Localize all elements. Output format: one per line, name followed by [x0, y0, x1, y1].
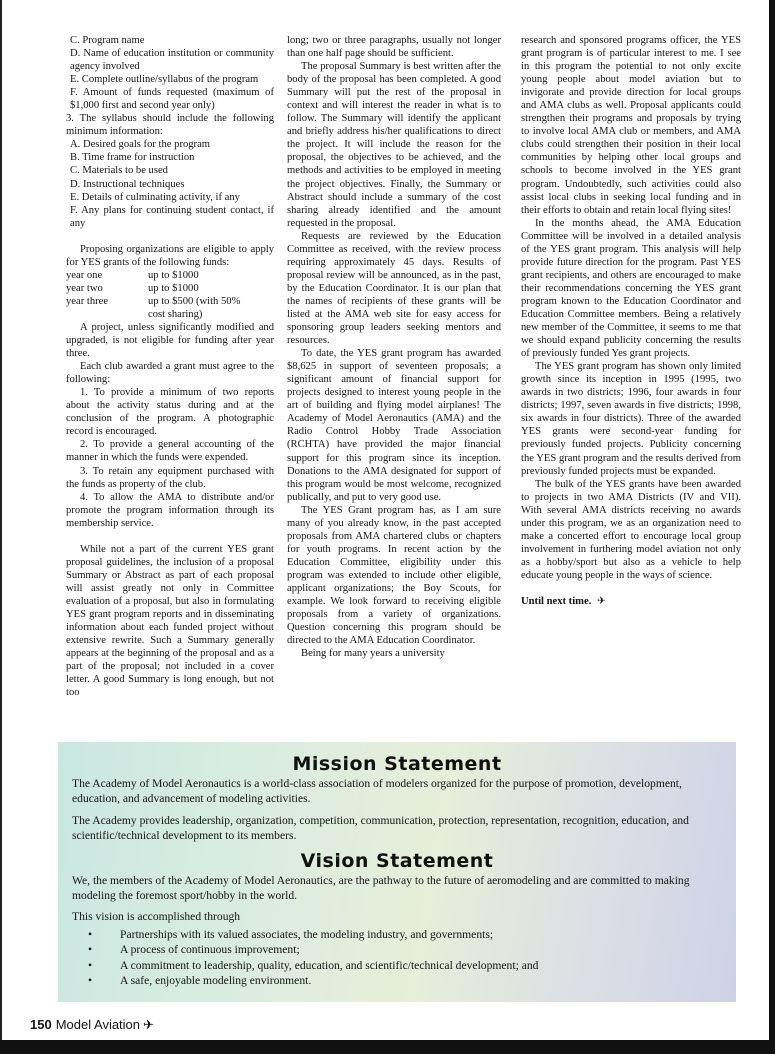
funding-note: cost sharing) — [148, 308, 203, 320]
list-item: 2. To provide a general accounting of the manner in which the funds were expended. — [66, 439, 274, 464]
article-column-1 — [66, 34, 274, 699]
list-item: • Partnerships with its valued associates, the modeling industry, and governments; — [58, 927, 736, 942]
paragraph: The YES grant program has shown only limited growth since its inception in 1995 (1995, two awards in two districts; 1996, four awards in four districts; 1997, seven awards in five districts; 1998, six awards in four districts). Three of the awarded YES grants were second-year funding for previously funded projects. Publicity concerning the YES grant program and the results derived from previously funded projects must be expanded. — [521, 361, 741, 477]
vision-bullet-list — [58, 927, 736, 989]
paragraph: research and sponsored programs officer, the YES grant program is of particular interest to me. I see in this program the potential to not only excite young people about model aviation but to invigorate and provide direction for local groups and AMA clubs as well. Proposal applicants could strengthen their programs and proposals by trying to involve local AMA club or members, and AMA clubs could strengthen their position in their local communities by helping other local groups and schools to become involved in the YES grant program. Undoubtedly, such activities could also assist local clubs in seeking local funding and in their efforts to obtain and retain local flying sites! — [521, 35, 741, 216]
page-footer — [30, 1017, 154, 1033]
list-item: F. Amount of funds requested (maximum of $1,000 first and second year only) — [70, 87, 274, 112]
list-item: F. Any plans for continuing student contact, if any — [70, 204, 274, 229]
paragraph: While not a part of the current YES grant proposal guidelines, the inclusion of a proposal Summary or Abstract as part of each proposal will assist greatly not only in Committee evaluation of a proposal, but also in formulating YES grant program reports and in disseminating information about each funded project without extensive rewrite. Such a Summary generally appears at the beginning of the proposal and as a part of the proposal; not included in a cover letter. A good Summary is long enough, but not too — [66, 543, 274, 699]
page-edge-left — [0, 0, 2, 1054]
page-edge-right — [769, 0, 775, 1054]
publication-name: Model Aviation — [55, 1017, 141, 1032]
mission-paragraph: The Academy of Model Aeronautics is a world-class association of modelers organized for the purpose of promotion, development, education, and advancement of modeling activities. — [72, 777, 682, 806]
airplane-icon: ✈ — [143, 1017, 154, 1032]
page-edge-bottom — [0, 1040, 775, 1054]
list-item: C. Materials to be used — [70, 165, 168, 177]
mission-paragraph: The Academy provides leadership, organization, competition, communication, protection, representation, recognition, education, and scientific/technical development to its members. — [72, 813, 689, 843]
list-item: 4. To allow the AMA to distribute and/or promote the program information through its membership service. — [66, 491, 274, 529]
vision-title: Vision Statement — [300, 849, 494, 872]
page-number: 150 — [30, 1017, 52, 1032]
list-item: D. Instructional techniques — [70, 178, 185, 190]
signoff-text: Until next time. — [521, 595, 592, 607]
list-item: D. Name of education institution or community agency involved — [70, 48, 274, 73]
funding-amount: up to $500 (with 50% — [148, 295, 241, 307]
paragraph: A project, unless significantly modified and upgraded, is not eligible for funding after year three. — [66, 321, 274, 360]
mission-vision-box — [58, 742, 736, 1002]
funding-amount: up to $1000 — [148, 282, 199, 294]
list-item: 3. To retain any equipment purchased with the funds as property of the club. — [66, 465, 274, 490]
paragraph: In the months ahead, the AMA Education Committee will be involved in a detailed analysis of the YES grant program. This analysis will help provide future direction for the program. Past YES grant recipients, and others are encouraged to make their recommendations concerning the YES grant program known to the Education Coordinator and Education Committee members. Being a relatively new member of the Committee, it seems to me that we should expand publicity concerning the results of previously funded Yes grant projects. — [521, 217, 741, 360]
mission-title: Mission Statement — [292, 753, 502, 775]
list-item: 1. To provide a minimum of two reports about the activity status during and at the conclusion of the program. A photographic record is encouraged. — [66, 387, 274, 438]
syllabus-heading: 3. The syllabus should include the following minimum information: — [66, 113, 274, 138]
funding-year: year one — [66, 269, 103, 281]
list-item: • A process of continuous improvement; — [58, 942, 736, 957]
list-item: C. Program name — [70, 35, 145, 46]
vision-paragraph: We, the members of the Academy of Model Aeronautics, are the pathway to the future of aeromodeling and are committed to making modeling the foremost sport/hobby in the world. — [72, 873, 690, 903]
list-item: A. Desired goals for the program — [70, 139, 211, 151]
funding-table — [66, 269, 274, 321]
paragraph: long; two or three paragraphs, usually not longer than one half page should be sufficient. — [287, 35, 501, 60]
eligibility-paragraph: Proposing organizations are eligible to apply for YES grants of the following funds: — [66, 243, 274, 268]
article-column-2 — [287, 34, 501, 660]
signoff — [521, 595, 741, 608]
list-item: • A safe, enjoyable modeling environment. — [58, 973, 736, 988]
paragraph: The YES Grant program has, as I am sure many of you already know, in the past accepted proposals from AMA chartered clubs or chapters for youth programs. In recent action by the Education Committee, eligibility under this program was extended to include other eligible, applicant organizations; the Boy Scouts, for example. We look forward to receiving eligible proposals from a variety of organizations. Question concerning this program should be directed to the AMA Education Coordinator. — [287, 504, 501, 647]
list-item: E. Complete outline/syllabus of the program — [70, 74, 259, 86]
list-item: • A commitment to leadership, quality, education, and scientific/technical development; and — [58, 958, 736, 973]
funding-amount: up to $1000 — [148, 269, 199, 281]
paragraph: The bulk of the YES grants have been awarded to projects in two AMA Districts (IV and VII). With several AMA districts receiving no awards under this program, we as an organization need to make a concerted effort to encourage local group involvement in furthering model aviation not only as a hobby/sport but also as a vehicle to help educate young people in the ways of science. — [521, 478, 741, 581]
funding-year: year three — [66, 295, 109, 307]
list-item: E. Details of culminating activity, if any — [70, 191, 240, 203]
airplane-icon: ✈ — [596, 595, 606, 607]
list-item: B. Time frame for instruction — [70, 152, 195, 164]
paragraph: The proposal Summary is best written after the body of the proposal has been completed. A good Summary will put the rest of the proposal in context and will interest the reader in what is to follow. The Summary will identify the applicant and briefly address his/her qualifications to direct the project. It will include the reason for the proposal, the objectives to be achieved, and the methods and activities to be employed in meeting the project objectives. Finally, the Summary or Abstract should include a summary of the cost sharing already identified and the amount requested in the proposal. — [287, 61, 501, 229]
paragraph: Being for many years a university — [301, 648, 445, 660]
vision-paragraph: This vision is accomplished through — [72, 910, 241, 924]
article-column-3 — [521, 34, 741, 608]
paragraph: Each club awarded a grant must agree to the following: — [66, 361, 274, 386]
paragraph: Requests are reviewed by the Education Committee as received, with the review process requiring approximately 45 days. Results of proposal review will be announced, as in the past, by the Education Coordinator. It is our plan that the names of recipients of these grants will be listed at the AMA web site for easy access for sponsoring group leaders seeking mentors and resources. — [287, 230, 501, 347]
funding-year: year two — [66, 282, 103, 294]
paragraph: To date, the YES grant program has awarded $8,625 in support of seventeen proposals; a significant amount of financial support for projects designed to interest young people in the art of building and flying model airplanes! The Academy of Model Aeronautics (AMA) and the Radio Control Hobby Trade Association (RCHTA) have provided the major financial support for this program since its inception. Donations to the AMA designated for support of this program would be most welcome, recognized publically, and put to very good use. — [287, 348, 501, 503]
